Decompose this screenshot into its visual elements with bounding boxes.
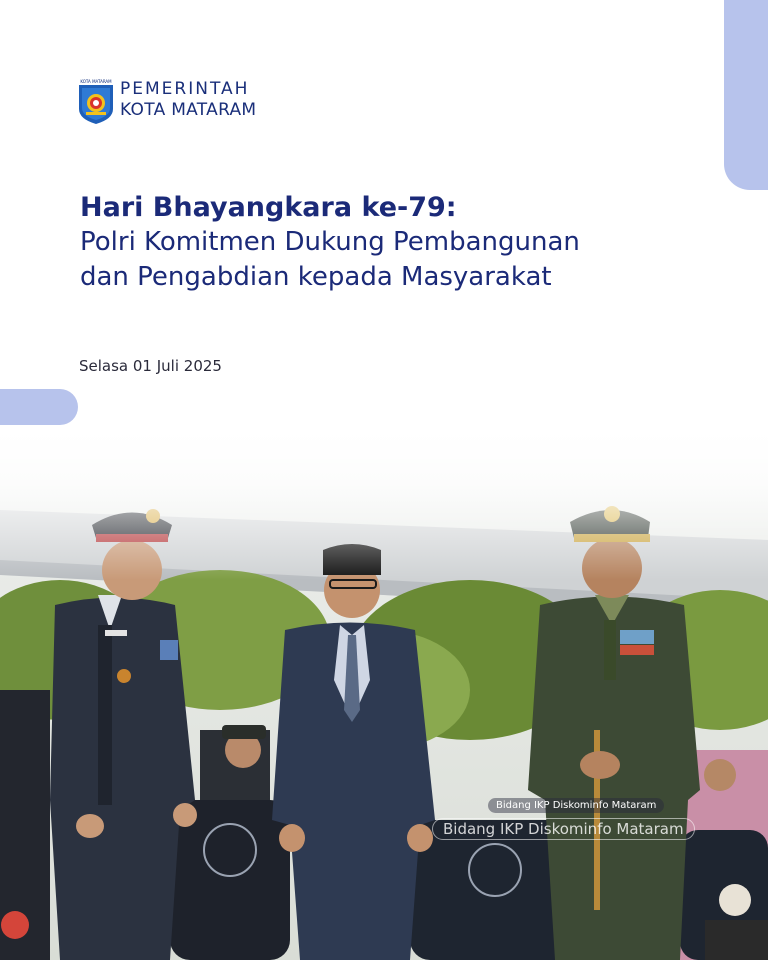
watermark-small: Bidang IKP Diskominfo Mataram — [488, 798, 664, 813]
ceremony-photo — [0, 430, 768, 960]
decorative-accent-left — [0, 389, 78, 425]
city-emblem-icon — [78, 79, 114, 124]
emblem-caption: KOTA MATARAM — [80, 79, 112, 84]
photo-top-fade — [0, 430, 768, 580]
government-logo — [78, 79, 256, 124]
logo-line-2: KOTA MATARAM — [120, 100, 257, 120]
watermark-large: Bidang IKP Diskominfo Mataram — [432, 818, 695, 840]
publish-date: Selasa 01 Juli 2025 — [79, 357, 222, 375]
logo-text — [120, 79, 256, 121]
decorative-accent-top-right — [724, 0, 768, 190]
headline-subtitle-line-1: Polri Komitmen Dukung Pembangunan — [80, 227, 580, 257]
logo-line-1: PEMERINTAH — [120, 79, 250, 99]
headline-title: Hari Bhayangkara ke-79: — [80, 192, 457, 223]
headline-subtitle-line-2: dan Pengabdian kepada Masyarakat — [80, 262, 552, 292]
headline — [80, 191, 700, 295]
